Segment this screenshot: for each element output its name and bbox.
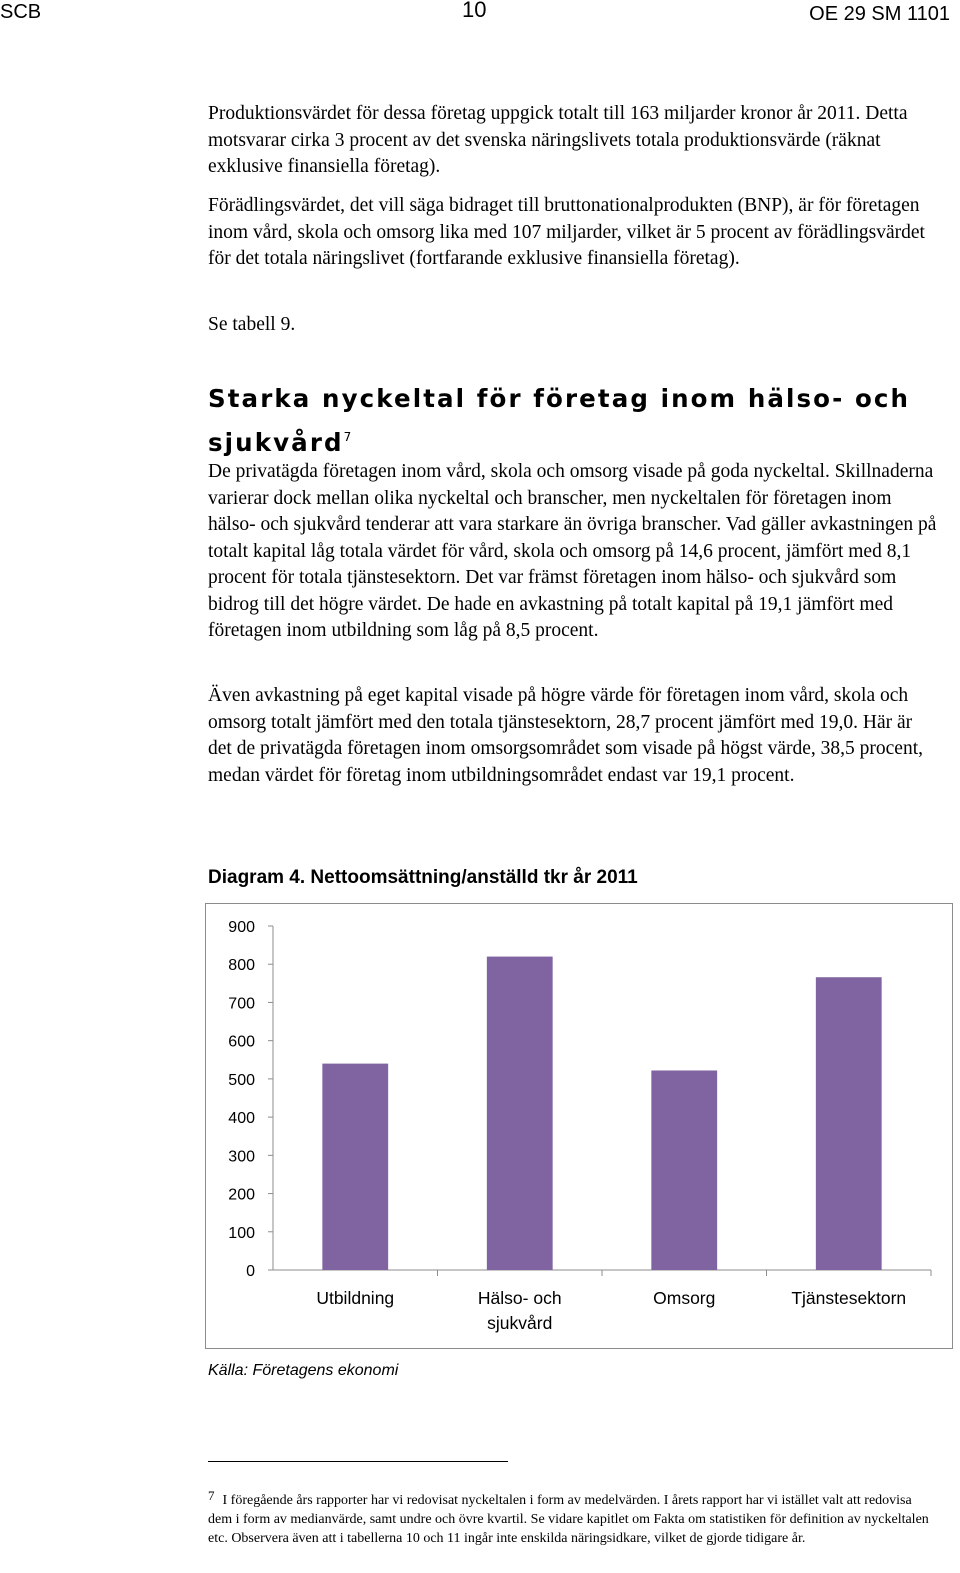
paragraph-key-figures: De privatägda företagen inom vård, skola och omsorg visade på goda nyckeltal. Skillnaderna varierar dock mellan olika nyckeltal och branscher, men nyckeltalen för företagen inom hälso- och sjukvård tenderar att vara starkare än övriga branscher. Vad gäller avkastningen på totalt kapital låg totala värdet för vård, skola och omsorg på 14,6 procent, jämfört med 8,1 procent för totala tjänstesektorn. Det var främst företagen inom hälso- och sjukvård som bidrog till det högre värdet. De hade en avkastning på totalt kapital på 19,1 jämfört med företagen inom utbildning som låg på 8,5 procent. <box>208 461 937 641</box>
section-heading-text: Starka nyckeltal för företag inom hälso- och sjukvård <box>208 384 911 457</box>
y-tick-label: 300 <box>228 1148 255 1166</box>
footnote <box>208 1486 938 1548</box>
y-tick-label: 400 <box>228 1110 255 1128</box>
bar <box>816 977 882 1270</box>
y-tick-label: 700 <box>228 995 255 1013</box>
section-heading <box>208 380 928 462</box>
x-category-label: Tjänstesektorn <box>791 1288 907 1308</box>
header-right-label: OE 29 SM 1101 <box>809 3 950 25</box>
paragraph-value-added: Förädlingsvärdet, det vill säga bidraget till bruttonationalprodukten (BNP), är för företagen inom vård, skola och omsorg lika med 107 miljarder, vilket är 5 procent av förädlingsvärdet för det totala näringslivet (fortfarande exklusive finansiella företag). <box>208 195 925 269</box>
x-category-label: sjukvård <box>487 1313 553 1333</box>
diagram-title: Diagram 4. Nettoomsättning/anställd tkr år 2011 <box>208 867 638 888</box>
x-category-label: Utbildning <box>316 1288 395 1308</box>
paragraph-table-reference: Se tabell 9. <box>208 314 296 335</box>
bar <box>322 1064 388 1270</box>
chart-source: Källa: Företagens ekonomi <box>208 1362 399 1379</box>
footnote-divider <box>208 1461 508 1462</box>
footnote-reference[interactable]: 7 <box>343 430 352 444</box>
x-category-label: Omsorg <box>653 1288 716 1308</box>
footnote-number: 7 <box>208 1488 215 1503</box>
y-tick-label: 800 <box>228 957 255 975</box>
y-tick-label: 500 <box>228 1071 255 1089</box>
y-tick-label: 900 <box>228 919 255 936</box>
header-left-label: SCB <box>0 1 42 23</box>
x-category-label: Hälso- och <box>477 1288 562 1308</box>
y-tick-label: 600 <box>228 1033 255 1051</box>
y-tick-label: 0 <box>246 1263 255 1280</box>
bar <box>651 1070 717 1270</box>
bar-chart <box>205 903 953 1349</box>
y-tick-label: 200 <box>228 1186 255 1204</box>
page-number: 10 <box>462 0 487 22</box>
footnote-text: I föregående års rapporter har vi redovisat nyckeltalen i form av medelvärden. I årets rapport har vi istället valt att redovisa dem i form av medianvärde, samt undre och övre kvartil. Se vidare kapitlet om Fakta om statistiken för definition av nyckeltalen etc. Observera även att i tabellerna 10 och 11 ingår inte enskilda näringsidkare, vilket de gjorde tidigare år. <box>208 1493 929 1546</box>
paragraph-return-on-equity: Även avkastning på eget kapital visade på högre värde för företagen inom vård, skola och omsorg totalt jämfört med den totala tjänstesektorn, 28,7 procent jämfört med 19,0. Här är det de privatägda företagen inom omsorgsområdet som visade på högst värde, 38,5 procent, medan värdet för företag inom utbildningsområdet endast var 19,1 procent. <box>208 685 923 786</box>
paragraph-production-value: Produktionsvärdet för dessa företag uppgick totalt till 163 miljarder kronor år 2011. Detta motsvarar cirka 3 procent av det svenska näringslivets totala produktionsvärde (räknat exklusive finansiella företag). <box>208 103 908 177</box>
bar <box>487 957 553 1270</box>
y-tick-label: 100 <box>228 1224 255 1242</box>
